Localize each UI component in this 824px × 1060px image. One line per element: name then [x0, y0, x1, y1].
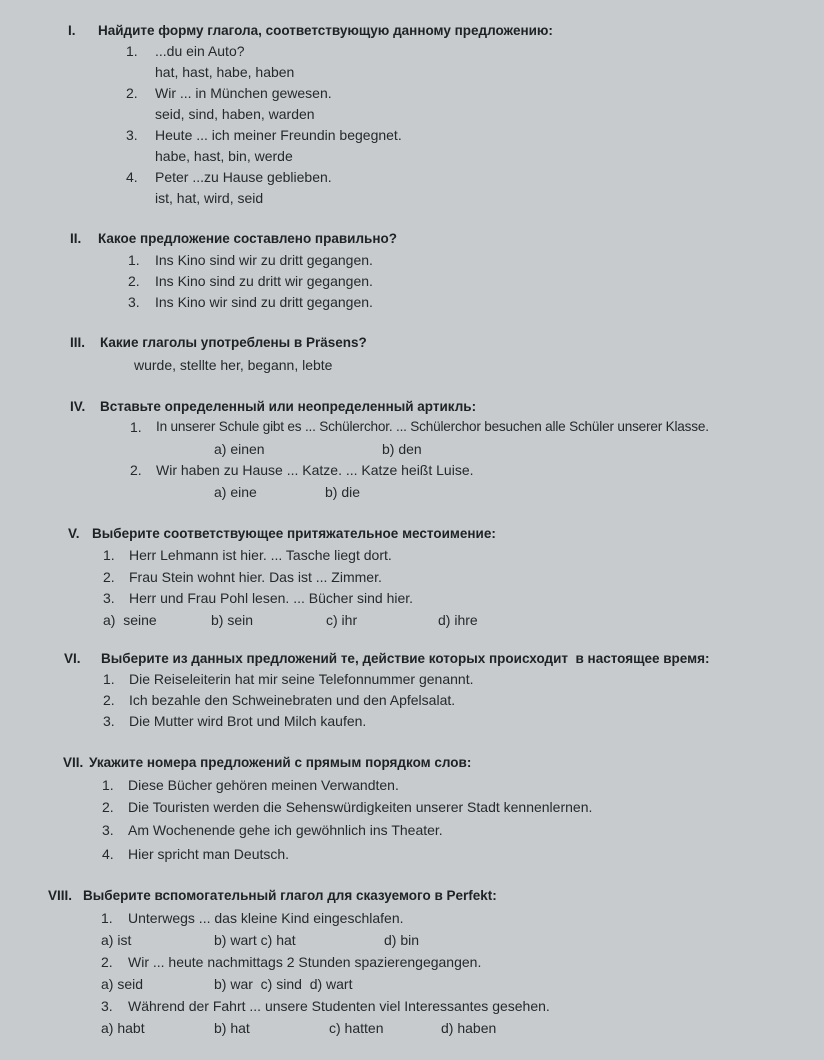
item-text: Ich bezahle den Schweinebraten und den Apfelsalat.	[129, 692, 456, 708]
option-b: b) sein	[211, 612, 254, 628]
item-text: Wir ... in München gewesen.	[155, 85, 332, 101]
item-text: Herr Lehmann ist hier. ... Tasche liegt dort.	[129, 547, 392, 563]
item-text: Ins Kino wir sind zu dritt gegangen.	[155, 294, 373, 310]
option-d: d) haben	[441, 1020, 497, 1036]
section-numeral: III.	[70, 335, 86, 350]
item-number: 1.	[102, 777, 114, 793]
item-text: Heute ... ich meiner Freundin begegnet.	[155, 127, 402, 143]
item-number: 1.	[128, 252, 140, 268]
item-number: 4.	[102, 846, 114, 862]
item-number: 3.	[128, 294, 140, 310]
item-text: Wir haben zu Hause ... Katze. ... Katze heißt Luise.	[156, 462, 474, 478]
item-text: Am Wochenende gehe ich gewöhnlich ins Theater.	[128, 822, 443, 838]
section-line: wurde, stellte her, begann, lebte	[134, 357, 333, 373]
item-options: habe, hast, bin, werde	[155, 148, 293, 164]
option-a: a) habt	[101, 1020, 145, 1036]
item-text: Die Reiseleiterin hat mir seine Telefonnummer genannt.	[129, 671, 474, 687]
option-a: a) ist	[101, 932, 132, 948]
section-numeral: I.	[68, 23, 76, 38]
item-text: ...du ein Auto?	[155, 43, 245, 59]
item-number: 2.	[102, 799, 114, 815]
item-text: Die Mutter wird Brot und Milch kaufen.	[129, 713, 367, 729]
item-text: Ins Kino sind zu dritt wir gegangen.	[155, 273, 373, 289]
item-options: seid, sind, haben, warden	[155, 106, 315, 122]
item-text: Diese Bücher gehören meinen Verwandten.	[128, 777, 399, 793]
item-number: 4.	[126, 169, 138, 185]
item-options: hat, hast, habe, haben	[155, 64, 295, 80]
item-number: 3.	[101, 998, 113, 1014]
option-a: a) eine	[214, 484, 257, 500]
section-heading: Выберите вспомогательный глагол для сказуемого в Perfekt:	[83, 888, 497, 903]
section-heading: Выберите из данных предложений те, действие которых происходит в настоящее время:	[101, 651, 710, 666]
item-text: Während der Fahrt ... unsere Studenten viel Interessantes gesehen.	[128, 998, 550, 1014]
option-b-c-d: b) war c) sind d) wart	[214, 976, 353, 992]
item-text: Die Touristen werden die Sehenswürdigkeiten unserer Stadt kennenlernen.	[128, 799, 593, 815]
option-d: d) ihre	[438, 612, 478, 628]
item-number: 3.	[126, 127, 138, 143]
option-c: c) ihr	[326, 612, 358, 628]
item-number: 3.	[103, 590, 115, 606]
section-numeral: II.	[70, 231, 82, 246]
section-heading: Выберите соответствующее притяжательное местоимение:	[92, 526, 496, 541]
section-heading: Найдите форму глагола, соответствующую данному предложению:	[98, 23, 553, 38]
section-heading: Какие глаголы употреблены в Präsens?	[100, 335, 367, 350]
item-text: Hier spricht man Deutsch.	[128, 846, 290, 862]
option-b-c: b) wart c) hat	[214, 932, 296, 948]
item-number: 1.	[126, 43, 138, 59]
item-text: In unserer Schule gibt es ... Schülerchor. ... Schülerchor besuchen alle Schüler unserer Klasse.	[156, 419, 709, 434]
item-text: Herr und Frau Pohl lesen. ... Bücher sind hier.	[129, 590, 414, 606]
item-number: 2.	[103, 692, 115, 708]
item-text: Frau Stein wohnt hier. Das ist ... Zimmer.	[129, 569, 382, 585]
item-number: 3.	[103, 713, 115, 729]
item-number: 2.	[128, 273, 140, 289]
option-b: b) hat	[214, 1020, 250, 1036]
item-number: 1.	[103, 671, 115, 687]
section-heading: Укажите номера предложений с прямым порядком слов:	[89, 755, 472, 770]
section-numeral: VI.	[64, 651, 81, 666]
item-number: 1.	[101, 910, 113, 926]
item-number: 2.	[130, 462, 142, 478]
item-text: Wir ... heute nachmittags 2 Stunden spazierengegangen.	[128, 954, 482, 970]
section-heading: Вставьте определенный или неопределенный артикль:	[100, 399, 477, 414]
option-a: a) seine	[103, 612, 157, 628]
section-numeral: V.	[68, 526, 80, 541]
item-text: Ins Kino sind wir zu dritt gegangen.	[155, 252, 373, 268]
item-number: 1.	[103, 547, 115, 563]
option-a: a) seid	[101, 976, 144, 992]
item-number: 2.	[103, 569, 115, 585]
item-number: 2.	[101, 954, 113, 970]
item-text: Peter ...zu Hause geblieben.	[155, 169, 332, 185]
section-heading: Какое предложение составлено правильно?	[98, 231, 397, 246]
item-text: Unterwegs ... das kleine Kind eingeschlafen.	[128, 910, 404, 926]
option-c: c) hatten	[329, 1020, 384, 1036]
item-number: 3.	[102, 822, 114, 838]
option-b: b) den	[382, 441, 422, 457]
item-number: 2.	[126, 85, 138, 101]
section-numeral: VII.	[63, 755, 84, 770]
item-number: 1.	[130, 419, 142, 435]
section-numeral: VIII.	[48, 888, 73, 903]
item-options: ist, hat, wird, seid	[155, 190, 264, 206]
option-b: b) die	[325, 484, 361, 500]
section-numeral: IV.	[70, 399, 86, 414]
option-d: d) bin	[384, 932, 420, 948]
option-a: a) einen	[214, 441, 265, 457]
